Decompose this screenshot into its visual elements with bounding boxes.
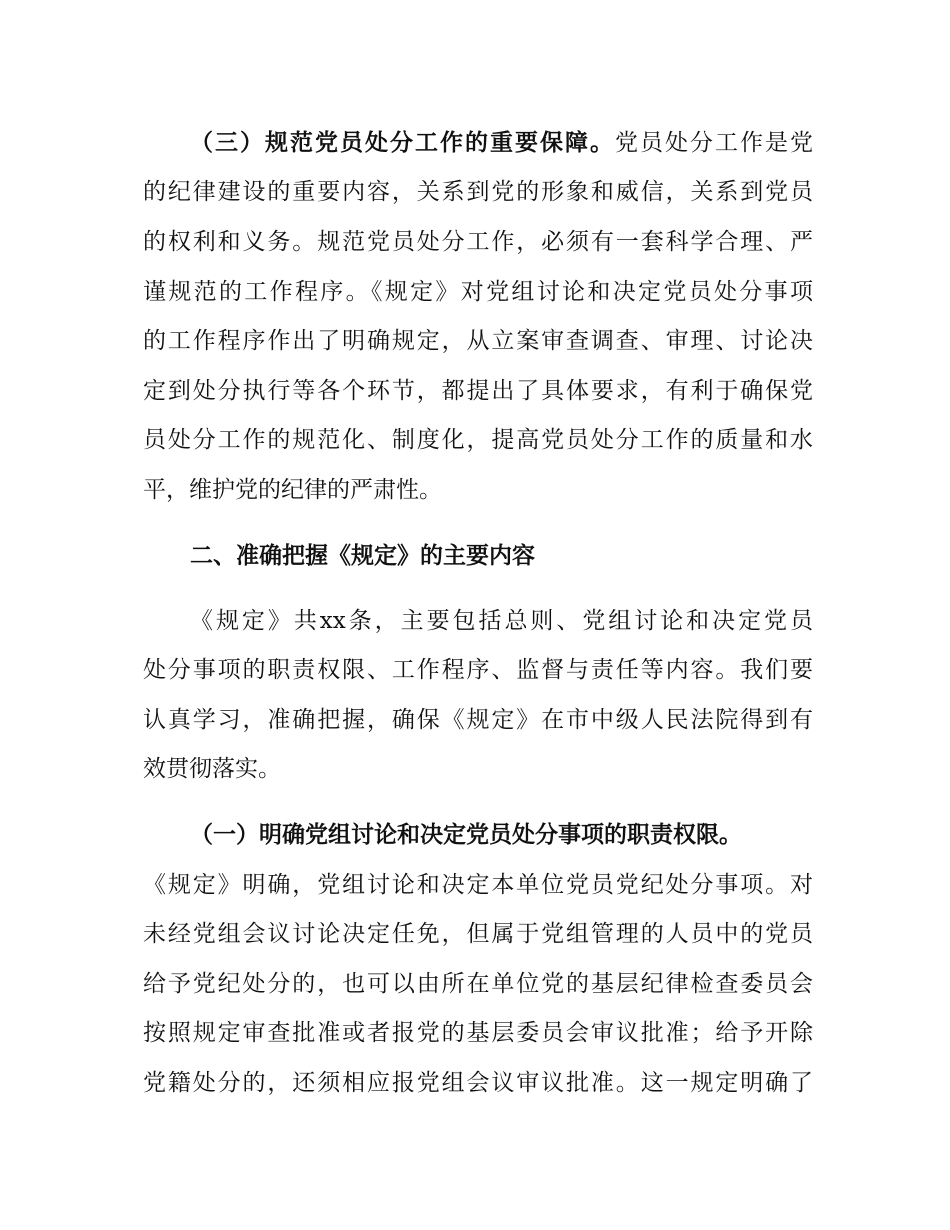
section3-first-line <box>190 128 813 158</box>
paragraph-line: 《规定》共xx条，主要包括总则、党组讨论和决定党员 <box>190 608 813 634</box>
paragraph-line: 平，维护党的纪律的严肃性。 <box>143 477 442 503</box>
paragraph-line: 的纪律建设的重要内容，关系到党的形象和威信，关系到党员 <box>143 179 813 205</box>
paragraph-line: 给予党纪处分的，也可以由所在单位党的基层纪律检查委员会 <box>143 971 813 997</box>
part2-heading: 二、准确把握《规定》的主要内容 <box>190 543 535 569</box>
paragraph-line: 《规定》明确，党组讨论和决定本单位党员党纪处分事项。对 <box>143 872 813 898</box>
paragraph-line: 员处分工作的规范化、制度化，提高党员处分工作的质量和水 <box>143 427 813 453</box>
paragraph-line: 谨规范的工作程序。《规定》对党组讨论和决定党员处分事项 <box>143 279 813 305</box>
paragraph-line: 认真学习，准确把握，确保《规定》在市中级人民法院得到有 <box>143 707 813 733</box>
paragraph-line: 效贯彻落实。 <box>143 756 281 782</box>
paragraph-line: 处分事项的职责权限、工作程序、监督与责任等内容。我们要 <box>143 657 813 683</box>
paragraph-line: 的权利和义务。规范党员处分工作，必须有一套科学合理、严 <box>143 229 813 255</box>
paragraph-line: 未经党组会议讨论决定任免，但属于党组管理的人员中的党员 <box>143 921 813 947</box>
section3-first-line-text: 党员处分工作是党 <box>615 130 813 156</box>
paragraph-line: 党籍处分的，还须相应报党组会议审议批准。这一规定明确了 <box>143 1070 813 1096</box>
paragraph-line: 的工作程序作出了明确规定，从立案审查调查、审理、讨论决 <box>143 328 813 354</box>
section1-heading: （一）明确党组讨论和决定党员处分事项的职责权限。 <box>190 822 742 848</box>
section3-heading: （三）规范党员处分工作的重要保障。 <box>190 130 615 156</box>
paragraph-line: 按照规定审查批准或者报党的基层委员会审议批准；给予开除 <box>143 1020 813 1046</box>
paragraph-line: 定到处分执行等各个环节，都提出了具体要求，有利于确保党 <box>143 378 813 404</box>
